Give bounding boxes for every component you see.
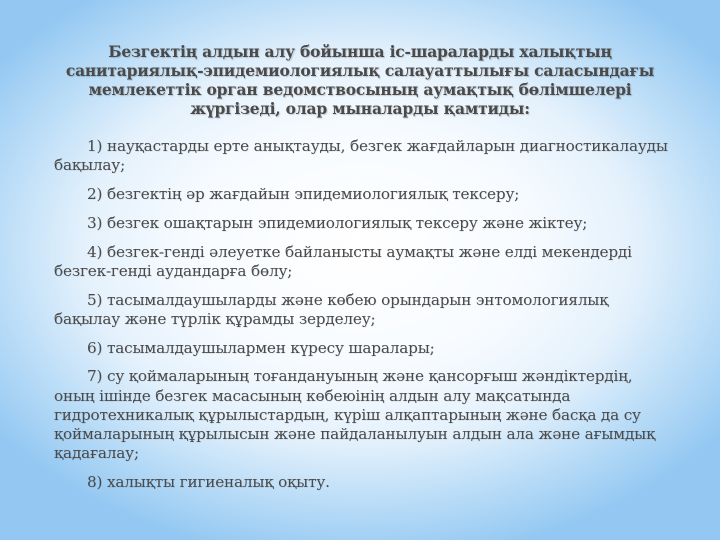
list-item: 7) су қоймаларының тоғандануының және қансорғыш жәндіктердің, оның ішінде безгек масасының көбеюінің алдын алу мақсатында гидротехникалық құрылыстардың, күріш алқаптарының және басқа да су қоймаларының құрылысын және пайдаланылуын алдын ала және ағымдық қадағалау;	[54, 367, 656, 463]
list-item: 1) науқастарды ерте анықтауды, безгек жағдайларын диагностикалауды бақылау;	[54, 137, 668, 175]
list-item: 4) безгек-генді әлеуетке байланысты аумақты және елді мекендерді безгек-генді аудандарға бөлу;	[54, 242, 632, 280]
list-item: 3) безгек ошақтарын эпидемиологиялық тексеру және жіктеу;	[87, 213, 588, 232]
list-item: 2) безгектің әр жағдайын эпидемиологиялық тексеру;	[87, 185, 520, 203]
list-item: 8) халықты гигиеналық оқыту.	[87, 473, 330, 491]
measures-list	[54, 137, 674, 502]
list-item: 5) тасымалдаушыларды және көбею орындарын энтомологиялық бақылау және түрлік құрамды зерделеу;	[54, 290, 609, 328]
slide-title: Безгектің алдын алу бойынша іс-шараларды халықтың санитариялық-эпидемиологиялық салауаттылығы саласындағы мемлекеттік орган ведомствосының аумақтық бөлімшелері жүргізеді, олар мыналарды қамтиды:	[65, 42, 655, 118]
list-item: 6) тасымалдаушылармен күресу шаралары;	[87, 338, 435, 357]
